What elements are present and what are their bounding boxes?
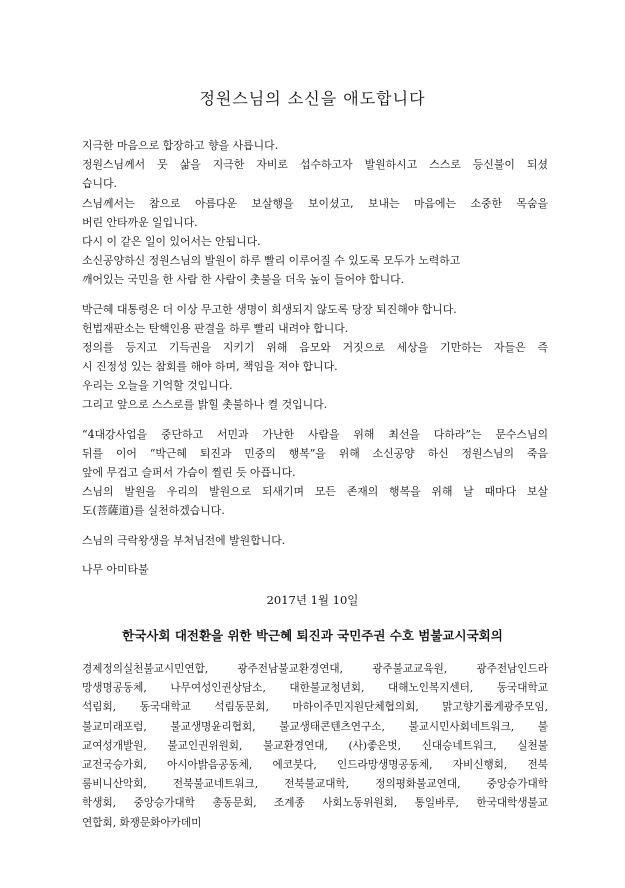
organization-name: 한국사회 대전환을 위한 박근혜 퇴진과 국민주권 수호 범불교시국회의 — [122, 628, 503, 643]
member-line: 교여성개발원, 불교인권위원회, 불교환경연대, (사)좋은벗, 신대승네트워크, 실천불 — [82, 739, 548, 752]
text-line: 시 진정성 있는 참회를 해야 하며, 책임을 져야 합니다. — [82, 360, 338, 374]
paragraph-gap — [82, 521, 548, 531]
text-line: 스님의 발원을 우리의 발원으로 되새기며 모든 존재의 행복을 위해 날 때마다 보살 — [82, 485, 548, 499]
member-line: 룸비니산악회, 전북불교네트워크, 전북불교대학, 정의평화불교연대, 중앙승가대학 — [82, 778, 548, 791]
document-body — [82, 136, 548, 579]
text-line: 도(菩薩道)를 실천하겠습니다. — [82, 504, 225, 518]
text-line: 정의를 등지고 기득권을 지키기 위해 음모와 거짓으로 세상을 기만하는 자들은 즉 — [82, 340, 548, 354]
paragraph — [82, 531, 548, 550]
text-line: 소신공양하신 정원스님의 발원이 하루 빨리 이루어질 수 있도록 모두가 노력하고 — [82, 254, 461, 268]
member-line: 교전국승가회, 아시아밝음공동체, 에코붓다, 인드라망생명공동체, 자비신행회, 전북 — [82, 758, 548, 771]
member-line: 연합회, 화쟁문화아카데미 — [82, 816, 202, 829]
text-line: 다시 이 같은 일이 있어서는 안됩니다. — [82, 234, 261, 248]
member-line: 학생회, 중앙승가대학 총동문회, 조계종 사회노동위원회, 통일바루, 한국대학생불교 — [82, 797, 548, 810]
member-line: 불교미래포럼, 불교생명윤리협회, 불교생태콘텐츠연구소, 불교시민사회네트워크, 불 — [82, 720, 548, 733]
text-line: 앞에 무겁고 슬퍼서 가슴이 찔린 듯 아픕니다. — [82, 466, 296, 479]
member-organizations — [82, 660, 548, 833]
paragraph — [82, 136, 548, 290]
text-line: 정원스님께서 뭇 삶을 지극한 자비로 섭수하고자 발원하시고 스스로 등신불이 되셨 — [82, 158, 548, 172]
text-line: 스님의 극락왕생을 부처님전에 발원합니다. — [82, 533, 286, 547]
paragraph-gap — [82, 550, 548, 560]
text-line: 깨어있는 국민을 한 사람 한 사람이 촛불을 더욱 높이 들어야 합니다. — [82, 273, 405, 287]
text-line: 버린 안타까운 일입니다. — [82, 215, 198, 229]
member-line: 석림회, 동국대학교 석림동문회, 마하이주민지원단체협의회, 맑고향기롭게광주모임, — [82, 701, 548, 714]
paragraph — [82, 560, 548, 579]
paragraph — [82, 425, 548, 521]
text-line: 우리는 오늘을 기억할 것입니다. — [82, 379, 233, 393]
paragraph-gap — [82, 290, 548, 300]
text-line: 지극한 마음으로 합장하고 향을 사릅니다. — [82, 139, 279, 152]
member-line: 망생명공동체, 나무여성인권상담소, 대한불교청년회, 대해노인복지센터, 동국대학교 — [82, 682, 548, 695]
member-line: 경제정의실천불교시민연합, 광주전남불교환경연대, 광주불교교육원, 광주전남인드라 — [82, 663, 548, 675]
paragraph — [82, 300, 548, 415]
document-title: 정원스님의 소신을 애도합니다 — [199, 89, 426, 108]
document-date: 2017년 1월 10일 — [266, 593, 359, 607]
text-line: 박근혜 대통령은 더 이상 무고한 생명이 희생되지 않도록 당장 퇴진해야 합니다. — [82, 302, 457, 316]
text-line: 스님께서는 참으로 아름다운 보살행을 보이셨고, 보내는 마음에는 소중한 목숨을 — [82, 196, 548, 210]
text-line: 그리고 앞으로 스스로를 밝힐 촛불하나 켤 것입니다. — [82, 398, 328, 412]
text-line: 헌법재판소는 탄핵인용 판결을 하루 빨리 내려야 합니다. — [82, 321, 349, 335]
text-line: 습니다. — [82, 177, 118, 191]
text-line: 나무 아미타불 — [82, 562, 149, 576]
text-line: 뒤를 이어 “박근혜 퇴진과 민중의 행복”을 위해 소신공양 하신 정원스님의 죽음 — [82, 446, 548, 460]
text-line: “4대강사업을 중단하고 서민과 가난한 사람을 위해 최선을 다하라”는 문수스님의 — [82, 427, 548, 441]
paragraph-gap — [82, 415, 548, 425]
